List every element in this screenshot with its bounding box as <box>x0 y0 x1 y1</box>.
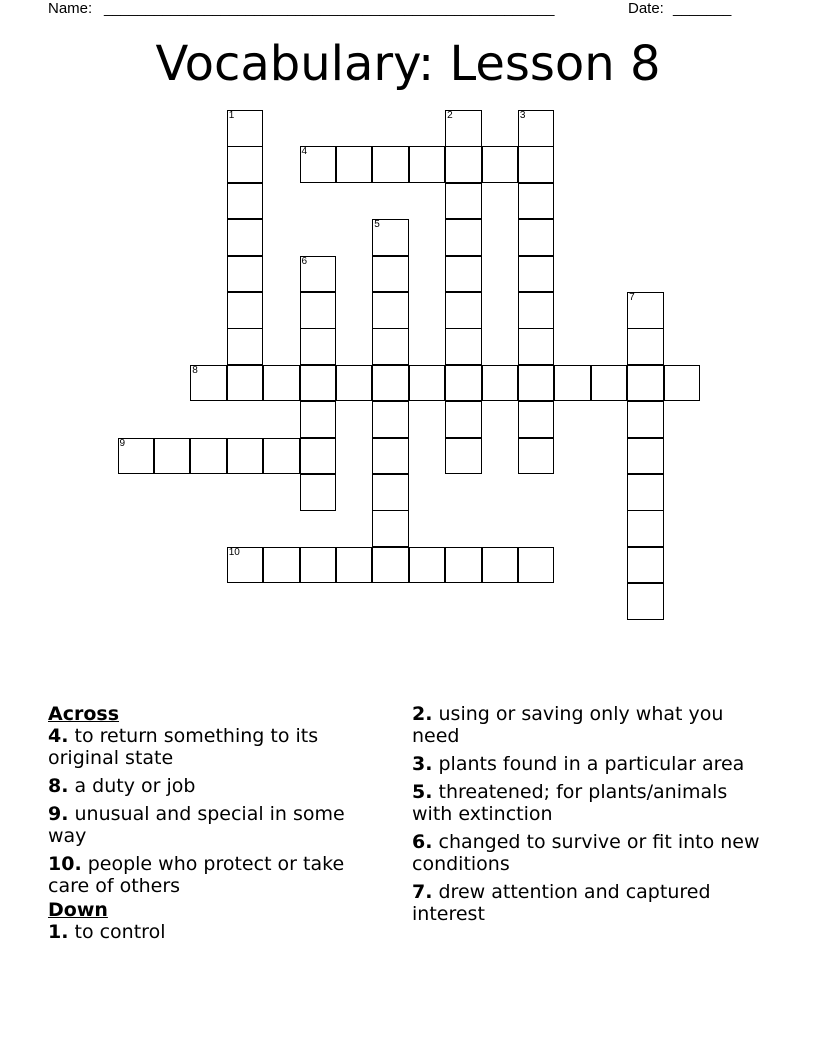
crossword-cell[interactable] <box>227 146 264 183</box>
crossword-cell[interactable] <box>300 401 337 438</box>
cell-number: 1 <box>228 110 235 121</box>
crossword-cell[interactable] <box>372 292 409 329</box>
crossword-cell[interactable] <box>227 547 264 584</box>
crossword-cell[interactable] <box>227 256 264 293</box>
clue-text: a duty or job <box>74 775 196 797</box>
crossword-cell[interactable] <box>445 401 482 438</box>
crossword-cell[interactable] <box>372 474 409 511</box>
clue-text: to control <box>74 921 166 943</box>
clues-right-column <box>412 703 762 931</box>
across-heading: Across <box>48 703 120 725</box>
crossword-cell[interactable] <box>300 365 337 402</box>
cell-number: 7 <box>629 292 635 303</box>
name-label: Name: <box>48 0 93 17</box>
crossword-cell[interactable] <box>227 365 264 402</box>
crossword-cell[interactable] <box>372 547 409 584</box>
crossword-cell[interactable] <box>190 438 227 475</box>
clue-down-3 <box>412 753 762 775</box>
crossword-cell[interactable] <box>118 438 155 475</box>
crossword-cell[interactable] <box>227 292 264 329</box>
clue-down-6 <box>412 831 762 875</box>
crossword-cell[interactable] <box>372 510 409 547</box>
crossword-cell[interactable] <box>627 583 664 620</box>
clue-down-1 <box>48 921 388 943</box>
crossword-cell[interactable] <box>518 401 555 438</box>
crossword-cell[interactable] <box>482 365 519 402</box>
crossword-cell[interactable] <box>591 365 628 402</box>
crossword-cell[interactable] <box>445 219 482 256</box>
clue-text: using or saving only what you need <box>412 703 724 747</box>
clue-text: drew attention and captured interest <box>412 881 711 925</box>
crossword-cell[interactable] <box>372 219 409 256</box>
cell-number: 6 <box>301 255 308 267</box>
crossword-cell[interactable] <box>627 438 664 475</box>
crossword-cell[interactable] <box>445 547 482 584</box>
crossword-cell[interactable] <box>409 365 446 402</box>
crossword-cell[interactable] <box>627 547 664 584</box>
crossword-cell[interactable] <box>445 365 482 402</box>
clue-across-9 <box>48 803 388 847</box>
crossword-cell[interactable] <box>482 547 519 584</box>
crossword-cell[interactable] <box>445 183 482 220</box>
crossword-cell[interactable] <box>263 365 300 402</box>
down-heading: Down <box>48 899 108 921</box>
crossword-cell[interactable] <box>445 146 482 183</box>
crossword-cell[interactable] <box>372 365 409 402</box>
crossword-cell[interactable] <box>445 328 482 365</box>
name-field[interactable]: ______________________________________________________ <box>104 0 555 17</box>
cell-number: 8 <box>192 364 198 376</box>
clue-across-8 <box>48 775 388 797</box>
page-title: Vocabulary: Lesson 8 <box>155 36 661 92</box>
crossword-cell[interactable] <box>227 110 264 147</box>
crossword-cell[interactable] <box>627 292 664 329</box>
clue-across-10 <box>48 853 388 897</box>
clue-text: unusual and special in some way <box>48 803 345 847</box>
crossword-cell[interactable] <box>518 292 555 329</box>
crossword-cell[interactable] <box>372 146 409 183</box>
clue-text: to return something to its original state <box>48 725 319 769</box>
crossword-cell[interactable] <box>518 183 555 220</box>
crossword-cell[interactable] <box>300 328 337 365</box>
crossword-cell[interactable] <box>372 328 409 365</box>
clue-number: 5. <box>412 781 433 803</box>
clue-number: 7. <box>412 881 433 903</box>
date-label: Date: <box>628 0 664 17</box>
crossword-cell[interactable] <box>445 438 482 475</box>
clue-number: 10. <box>48 853 82 875</box>
crossword-cell[interactable] <box>227 438 264 475</box>
crossword-cell[interactable] <box>518 328 555 365</box>
crossword-cell[interactable] <box>664 365 701 402</box>
crossword-cell[interactable] <box>627 510 664 547</box>
clue-down-7 <box>412 881 762 925</box>
date-field[interactable]: _______ <box>673 0 732 17</box>
crossword-cell[interactable] <box>409 547 446 584</box>
crossword-cell[interactable] <box>263 438 300 475</box>
clue-number: 1. <box>48 921 69 943</box>
crossword-cell[interactable] <box>300 292 337 329</box>
crossword-cell[interactable] <box>409 146 446 183</box>
crossword-cell[interactable] <box>518 547 555 584</box>
crossword-cell[interactable] <box>300 146 337 183</box>
crossword-cell[interactable] <box>518 438 555 475</box>
cell-number: 9 <box>119 437 126 449</box>
crossword-cell[interactable] <box>627 401 664 438</box>
crossword-cell[interactable] <box>627 365 664 402</box>
crossword-cell[interactable] <box>627 474 664 511</box>
crossword-cell[interactable] <box>300 474 337 511</box>
clue-down-5 <box>412 781 762 825</box>
crossword-cell[interactable] <box>518 219 555 256</box>
crossword-cell[interactable] <box>336 365 373 402</box>
crossword-cell[interactable] <box>300 438 337 475</box>
clue-text: threatened; for plants/animals with extinction <box>412 781 728 825</box>
crossword-cell[interactable] <box>372 438 409 475</box>
crossword-cell[interactable] <box>518 256 555 293</box>
crossword-cell[interactable] <box>518 146 555 183</box>
crossword-cell[interactable] <box>227 219 264 256</box>
crossword-cell[interactable] <box>372 256 409 293</box>
clue-number: 6. <box>412 831 433 853</box>
crossword-cell[interactable] <box>445 110 482 147</box>
clues-left-column <box>48 703 388 949</box>
clue-number: 3. <box>412 753 433 775</box>
cell-number: 10 <box>228 546 240 558</box>
clue-text: plants found in a particular area <box>438 753 745 775</box>
crossword-cell[interactable] <box>227 183 264 220</box>
clue-number: 9. <box>48 803 69 825</box>
crossword-cell[interactable] <box>227 328 264 365</box>
clue-down-2 <box>412 703 762 747</box>
crossword-cell[interactable] <box>336 146 373 183</box>
crossword-cell[interactable] <box>336 547 373 584</box>
crossword-cell[interactable] <box>482 146 519 183</box>
crossword-cell[interactable] <box>518 110 555 147</box>
crossword-cell[interactable] <box>445 292 482 329</box>
clue-number: 8. <box>48 775 69 797</box>
crossword-cell[interactable] <box>627 328 664 365</box>
crossword-cell[interactable] <box>300 256 337 293</box>
crossword-cell[interactable] <box>263 547 300 584</box>
clue-text: people who protect or take care of others <box>48 853 345 897</box>
crossword-cell[interactable] <box>372 401 409 438</box>
crossword-cell[interactable] <box>190 365 227 402</box>
crossword-cell[interactable] <box>154 438 191 475</box>
cell-number: 2 <box>447 110 453 121</box>
cell-number: 5 <box>374 219 380 231</box>
clue-text: changed to survive or fit into new conditions <box>412 831 760 875</box>
cell-number: 4 <box>301 146 308 158</box>
crossword-cell[interactable] <box>518 365 555 402</box>
crossword-cell[interactable] <box>445 256 482 293</box>
crossword-cell[interactable] <box>300 547 337 584</box>
clue-number: 4. <box>48 725 69 747</box>
clue-across-4 <box>48 725 388 769</box>
cell-number: 3 <box>519 110 526 121</box>
clue-number: 2. <box>412 703 433 725</box>
crossword-cell[interactable] <box>554 365 591 402</box>
